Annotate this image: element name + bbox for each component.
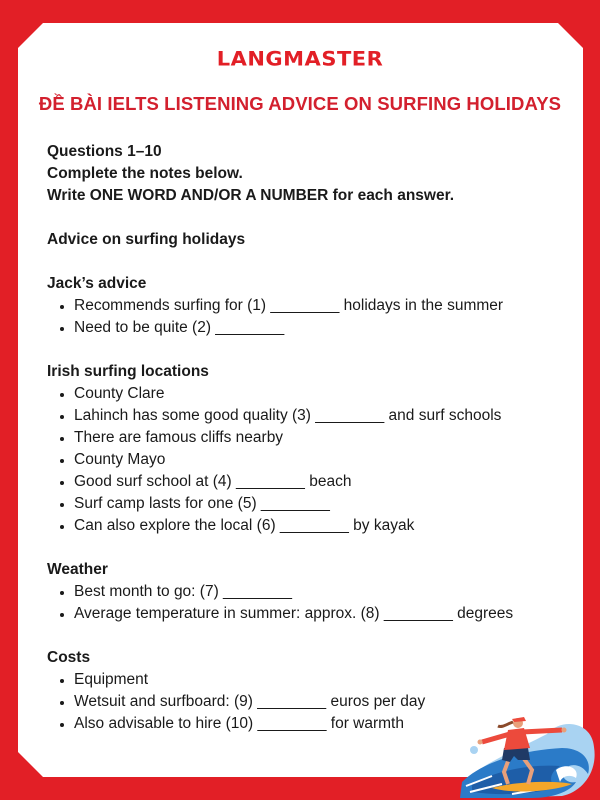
section-heading-jacks-advice: Jack’s advice <box>47 275 147 292</box>
list-item: County Clare <box>47 383 567 405</box>
list-item: Good surf school at (4) ________ beach <box>47 471 567 493</box>
list-item: County Mayo <box>47 449 567 471</box>
section-heading-costs: Costs <box>47 649 91 666</box>
page-title: ĐỀ BÀI IELTS LISTENING ADVICE ON SURFING HOLIDAYS <box>38 93 562 114</box>
list-item: Lahinch has some good quality (3) ________ and surf schools <box>47 405 567 427</box>
list-item: Also advisable to hire (10) ________ for warmth <box>47 713 567 735</box>
langmaster-logo: LANGMASTER <box>216 47 384 71</box>
notes-title: Advice on surfing holidays <box>47 231 246 248</box>
irish-locations-list <box>47 383 567 537</box>
answer-rule: Write ONE WORD AND/OR A NUMBER for each answer. <box>47 187 455 204</box>
question-content <box>47 141 567 735</box>
list-item: Recommends surfing for (1) ________ holidays in the summer <box>47 295 567 317</box>
surfer-illustration-icon <box>452 712 600 800</box>
list-item: Equipment <box>47 669 567 691</box>
list-item: There are famous cliffs nearby <box>47 427 567 449</box>
list-item: Wetsuit and surfboard: (9) ________ euros per day <box>47 691 567 713</box>
jacks-advice-list <box>47 295 567 339</box>
list-item: Best month to go: (7) ________ <box>47 581 567 603</box>
list-item: Can also explore the local (6) ________ by kayak <box>47 515 567 537</box>
list-item: Surf camp lasts for one (5) ________ <box>47 493 567 515</box>
task-instruction: Complete the notes below. <box>47 165 243 182</box>
section-heading-weather: Weather <box>47 561 108 578</box>
list-item: Average temperature in summer: approx. (8) ________ degrees <box>47 603 567 625</box>
weather-list <box>47 581 567 625</box>
section-heading-irish-locations: Irish surfing locations <box>47 363 209 380</box>
list-item: Need to be quite (2) ________ <box>47 317 567 339</box>
questions-range: Questions 1–10 <box>47 143 162 160</box>
